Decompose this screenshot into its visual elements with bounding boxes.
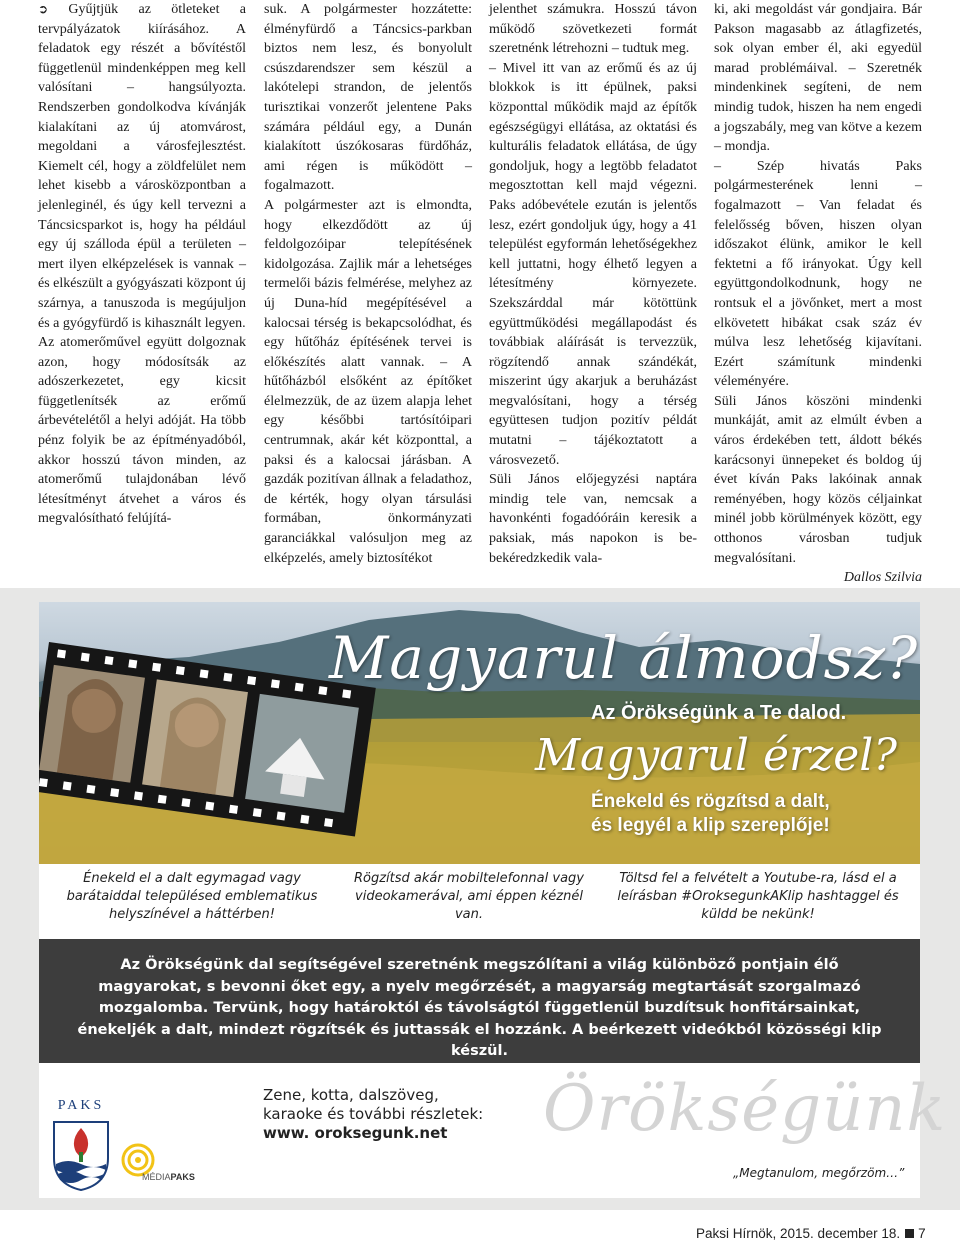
- paragraph: suk. A polgármester hozzátette: élményfürdő a Táncsics-parkban biztos nem lesz, és bonyolult csúszdarendszer sem készül a lakótelepi strandon, de jelentős turisztikai vonzerőt jelentene Paks számára például egy, a Dunán kialakított úszókosaras fürdőház, ami régen is működött – fogalmazott.: [264, 2, 472, 194]
- ad-step-2: Rögzítsd akár mobiltelefonnal vagy videokamerával, ami éppen kéznél van.: [354, 871, 584, 922]
- paragraph: – Szép hivatás Paks polgármesterének lenni – fogalmazott – Van feladat és felelősség bőven, hiszen olyan időszakot élünk, amikor le kell fektetni a fő irányokat. Úgy kell együttgondolkodnunk, hogy ne rontsuk el a jövőnket, mert a most elkövetett hibákat csak száz év múlva lesz lehetőség kijavítani. Ezért számítunk mindenki véleményére.: [714, 158, 922, 390]
- ad-landscape-photo: [39, 602, 920, 864]
- ad-contact: [263, 1086, 483, 1143]
- paks-coat-of-arms-icon: [48, 1098, 114, 1192]
- ad-step-3: Töltsd fel a felvételt a Youtube-ra, lásd el a leírásban #OroksegunkAKlip hashtaggel és küldd be nekünk!: [617, 871, 899, 922]
- ad-subheadline: Az Örökségünk a Te dalod.: [591, 702, 847, 724]
- article-column-3: [489, 0, 697, 568]
- paks-label: PAKS: [57, 1098, 105, 1113]
- paragraph: [38, 0, 246, 333]
- page-footer: [696, 1226, 926, 1241]
- paragraph-text: Gyűjtjük az ötleteket a tervpályázatok kiírásához. A feladatok egy részét a bővítéstől függetlenül mindenképpen meg kell valósítani – hangsúlyozta. Rendszerben gondolkodva kívánják kialakítani az új atomvárost, megoldani a városfejlesztést. Kiemelt cél, hogy a zöldfelület nem lehet kisebb a városközpontban a jelenleginél, és úgy kell tervezni a Táncsicsparkot is, hogy ha például egy új szálloda épül a területen – mert ilyen elképzelések is vannak – és elkészült a gyógyászati központ új szárnya, a tanuszoda is megújuljon és a gyógyfürdő is kihasznált legyen.: [38, 2, 246, 331]
- mediapaks-label: [142, 1172, 195, 1182]
- ad-info-bar: Az Örökségünk dal segítségével szeretnénk megszólítani a világ különböző pontjain élő magyarokat, s bevonni őket egy, a nyelv megőrzését, a magyarság megtartását szorgalmazó mozgalomba. Tervünk, hogy határoktól és távolságtól függetlenül buzdítsuk honfitársainkat, énekeljék a dalt, mindezt rögzítsék és juttassák el hozzánk. A beérkezett videókból közösségi klip készül.: [39, 939, 920, 1063]
- ad-headline: Magyarul álmodsz?: [329, 624, 919, 692]
- mediapaks-logo-icon: [118, 1140, 208, 1188]
- article-column-4: [714, 0, 922, 588]
- brand-motto: „Megtanulom, megőrzöm…”: [733, 1166, 905, 1180]
- ad-headline-2: Magyarul érzel?: [535, 730, 897, 781]
- subheadline-line: és legyél a klip szereplője!: [591, 815, 830, 836]
- media-label-a: MÉDIA: [142, 1172, 171, 1182]
- arrow-icon: ➲: [38, 2, 49, 16]
- paragraph: Süli János előjegyzési naptára mindig tele van, nemcsak a havonkénti fogadóóráin keresik a paksiak, más napokon is be-bekéredzkedik vala-: [489, 472, 697, 566]
- paragraph: ki, aki megoldást vár gondjaira. Bár Pakson magasabb az átlagfizetés, sok olyan ember él, aki egyedül marad problémáival. – Szeretnék mindenkinek segíteni, de nem mindig tudok, hiszen ha nem engedi a jogszabály, meg van kötve a kezem – mondja.: [714, 2, 922, 155]
- article-column-2: [264, 0, 472, 568]
- paragraph: Süli János köszöni mindenki munkáját, amit az elmúlt évben a város érdekében tett, áldott békés karácsonyi ünnepeket és boldog új évet kíván Paks lakóinak annak reményében, hogy közös céljainkat minél jobb körülmények között, egy otthonos városban tudjuk megvalósítani.: [714, 393, 922, 566]
- paragraph: Az atomerőművel együtt dolgoznak azon, hogy módosítsák az adószerkezetet, egy kicsit függetlenítsék az erőmű árbevételétől a helyi adóját. Ha több pénz folyik be az építményadóból, akkor hosszú távon minden, az atomerőmű tulajdonában lévő létesítményt átvehet a város és megvalósítható felújítá-: [38, 335, 246, 527]
- paragraph: A polgármester azt is elmondta, hogy elkezdődött az új feldolgozóipar telepítésének kidolgozása. Zajlik már a lehetséges termelői bázis felmérése, melyhez az új Duna-híd megépítésével a kalocsai térség is bekapcsolódhat, és egy hűtőház építésének tervei is előkészítés alatt vannak. – A hűtőházból elsőként az építőket élelmezzük, de az üzem alapja lehet egy későbbi tartósítóipari centrumnak, akár két központtal, a paksi és a kalocsai járásban. A gazdák pozitívan állnak a feladathoz, de kérték, hogy olyan társulási formában, önkormányzati garanciákkal valósuljon meg az elképzelés, amely biztosítékot: [264, 197, 472, 566]
- contact-line: karaoke és további részletek:: [263, 1105, 484, 1123]
- contact-line: Zene, kotta, dalszöveg,: [263, 1086, 439, 1104]
- media-label-b: PAKS: [170, 1172, 195, 1182]
- publication-info: Paksi Hírnök, 2015. december 18.: [696, 1226, 901, 1241]
- paragraph: jelenthet számukra. Hosszú távon működő szövetkezeti formát szeretnénk létrehozni – tudtuk meg.: [489, 2, 697, 57]
- website-link[interactable]: www. oroksegunk.net: [263, 1124, 448, 1142]
- subheadline-line: Énekeld és rögzítsd a dalt,: [591, 791, 830, 812]
- brand-wordmark: Örökségünk: [543, 1072, 947, 1146]
- ad-step-1: Énekeld el a dalt egymagad vagy barátaiddal településed emblematikus helyszínével a háttérben!: [66, 871, 318, 922]
- ad-subheadline-2: [591, 790, 830, 838]
- page-number: 7: [918, 1226, 926, 1241]
- article-column-1: [38, 0, 246, 529]
- square-icon: [905, 1229, 914, 1238]
- author-signature: Dallos Szilvia: [843, 570, 922, 586]
- paragraph: – Mivel itt van az erőmű és az új blokkok is itt épülnek, paksi központtal működik majd az építők egészségügyi ellátása, az oktatási és kulturális feladatok ellátása, de úgy gondoljuk, hogy a legtöbb feladatot megosztottan kell majd végezni. Paks adóbevétele ezután is jelentős lesz, ezért gondoljuk úgy, hogy a 41 települést egyformán lehetőségekhez kell juttatni, hogy élhető legyen a létesítmény környezete. Szekszárddal már kötöttünk együttműködési megállapodást és továbbiak aláírását is tervezzük, rögzítendő annak szándékát, miszerint úgy akarjuk a beruházást megvalósítani, hogy a térség együttesen tudjon pozitív példát mutatni – tájékoztatott a városvezető.: [489, 60, 697, 468]
